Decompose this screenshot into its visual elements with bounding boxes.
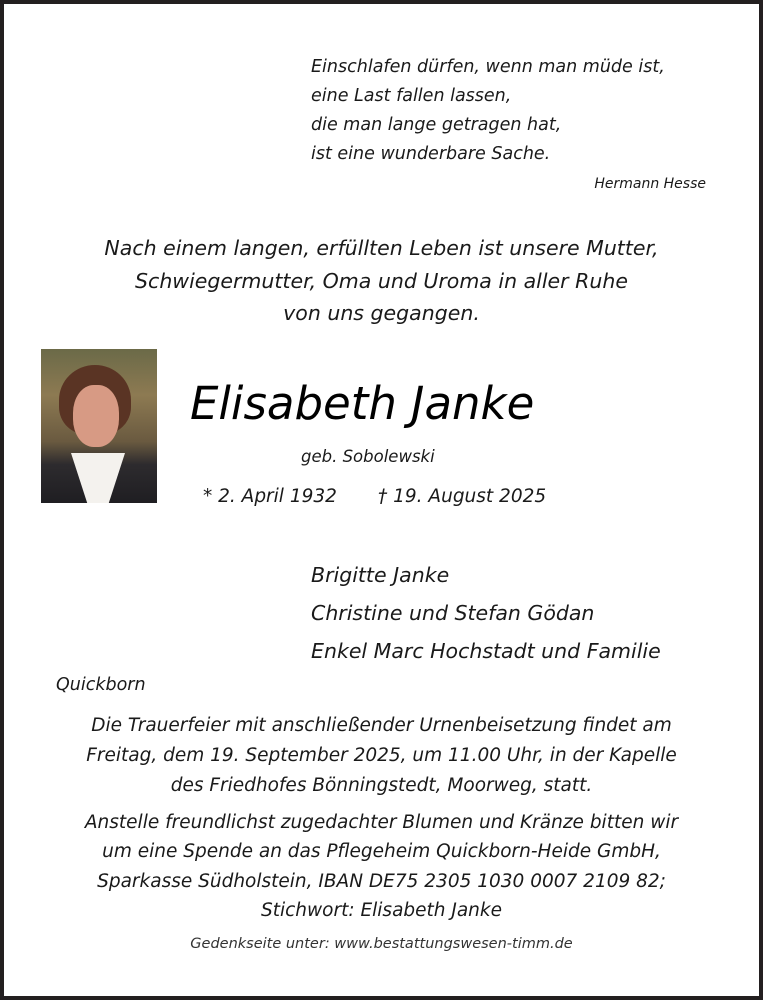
portrait-photo	[41, 349, 157, 503]
poem-author: Hermann Hesse	[594, 176, 706, 192]
poem-line: eine Last fallen lassen,	[311, 86, 512, 106]
intro-line: von uns gegangen.	[283, 301, 480, 325]
memorial-page-link[interactable]: Gedenkseite unter: www.bestattungswesen-timm.de	[190, 936, 573, 952]
donation-line: Sparkasse Südholstein, IBAN DE75 2305 1030 0007 2109 82;	[97, 871, 666, 892]
funeral-line: Die Trauerfeier mit anschließender Urnenbeisetzung findet am	[91, 715, 672, 736]
mourner: Enkel Marc Hochstadt und Familie	[311, 639, 661, 663]
donation-line: Stichwort: Elisabeth Janke	[261, 900, 502, 921]
poem-line: ist eine wunderbare Sache.	[311, 144, 551, 164]
donation-line: Anstelle freundlichst zugedachter Blumen und Kränze bitten wir	[84, 812, 679, 833]
poem-line: Einschlafen dürfen, wenn man müde ist,	[311, 57, 665, 77]
donation-line: um eine Spende an das Pflegeheim Quickborn-Heide GmbH,	[102, 841, 661, 862]
funeral-line: Freitag, dem 19. September 2025, um 11.00 Uhr, in der Kapelle	[86, 745, 677, 766]
intro-line: Nach einem langen, erfüllten Leben ist unsere Mutter,	[104, 236, 659, 260]
obituary-notice	[4, 4, 759, 996]
mourner: Christine und Stefan Gödan	[311, 601, 595, 625]
intro-line: Schwiegermutter, Oma und Uroma in aller Ruhe	[135, 269, 628, 293]
poem-line: die man lange getragen hat,	[311, 115, 562, 135]
death-date: † 19. August 2025	[378, 486, 547, 507]
birth-name: geb. Sobolewski	[301, 447, 435, 466]
place: Quickborn	[56, 675, 146, 695]
funeral-line: des Friedhofes Bönningstedt, Moorweg, statt.	[170, 775, 593, 796]
birth-date: * 2. April 1932	[203, 486, 337, 507]
deceased-name: Elisabeth Janke	[190, 377, 535, 430]
mourner: Brigitte Janke	[311, 563, 450, 587]
